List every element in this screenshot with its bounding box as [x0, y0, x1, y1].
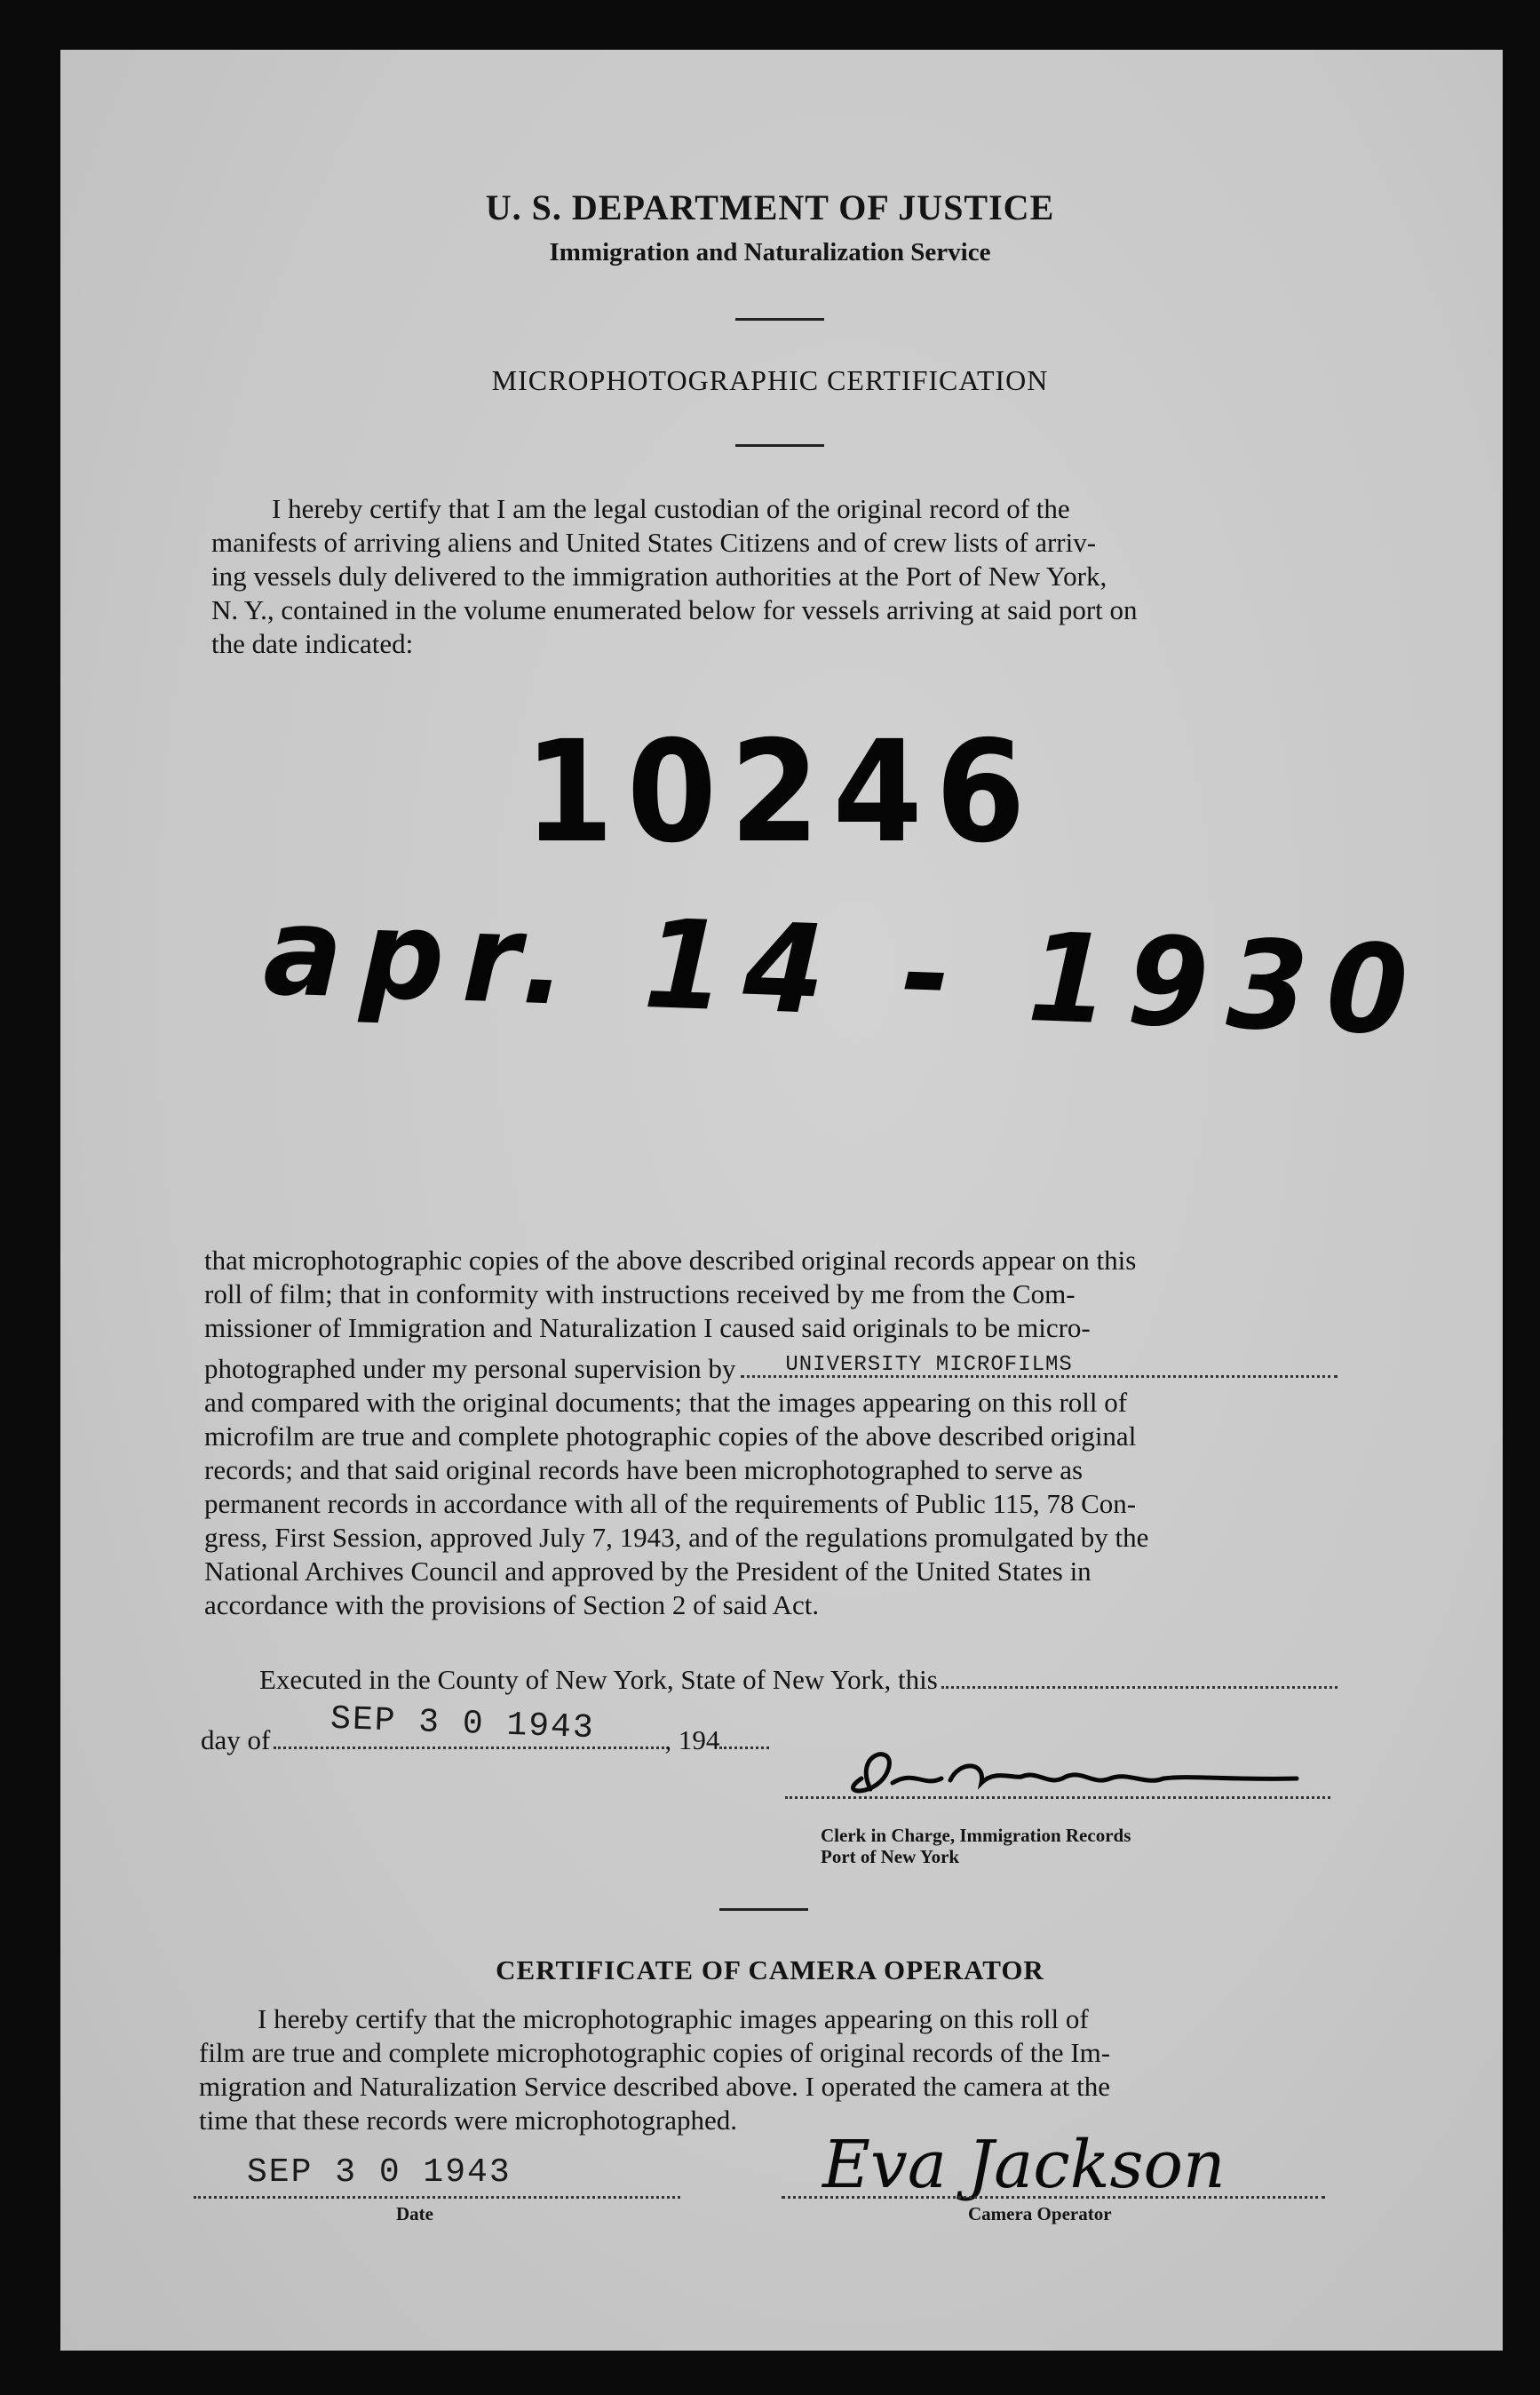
service-subtitle: Immigration and Naturalization Service	[549, 238, 991, 267]
text-line: ing vessels duly delivered to the immigration authorities at the Port of New York,	[211, 561, 1107, 592]
certification-heading: MICROPHOTOGRAPHIC CERTIFICATION	[491, 364, 1049, 396]
executed-text: Executed in the County of New York, State of New York, this	[259, 1664, 938, 1695]
department-title: U. S. DEPARTMENT OF JUSTICE	[485, 187, 1055, 227]
divider	[719, 1908, 808, 1911]
year-blank	[719, 1723, 769, 1749]
operator-signature	[817, 2118, 1297, 2216]
intro-paragraph	[211, 492, 1345, 661]
clerk-title: Clerk in Charge, Immigration Records	[821, 1825, 1131, 1846]
handwritten-roll-number: 10246	[524, 711, 1039, 874]
text-line: film are true and complete microphotographic copies of original records of the Im-	[199, 2037, 1111, 2068]
supervision-line	[204, 1350, 1338, 1386]
supervision-prefix: photographed under my personal supervision by	[204, 1353, 736, 1384]
text-line: I hereby certify that I am the legal custodian of the original record of the	[272, 493, 1070, 524]
day-of-label: day of	[201, 1724, 271, 1755]
body-paragraph	[204, 1244, 1338, 1622]
operator-label: Camera Operator	[968, 2203, 1112, 2224]
text-line: the date indicated:	[211, 628, 414, 659]
executed-blank	[941, 1663, 1338, 1689]
text-line: microfilm are true and complete photographic copies of the above described original	[204, 1420, 1137, 1452]
typed-microfilm-company: UNIVERSITY MICROFILMS	[785, 1353, 1073, 1377]
text-line: N. Y., contained in the volume enumerated below for vessels arriving at said port on	[211, 594, 1138, 625]
text-line: National Archives Council and approved by the President of the United States in	[204, 1556, 1091, 1587]
day-of-line	[201, 1699, 805, 1757]
text-line: manifests of arriving aliens and United States Citizens and of crew lists of arriv-	[211, 527, 1097, 558]
stamped-execution-date: SEP 3 0 1943	[329, 1699, 596, 1748]
day-of-blank	[274, 1699, 664, 1749]
text-line: missioner of Immigration and Naturalization I caused said originals to be micro-	[204, 1312, 1091, 1343]
text-line: roll of film; that in conformity with instructions received by me from the Com-	[204, 1278, 1076, 1309]
year-prefix: , 194	[664, 1724, 720, 1755]
handwritten-arrival-date: apr. 14 - 1930	[261, 879, 1429, 1063]
text-line: that microphotographic copies of the above described original records appear on this	[204, 1245, 1137, 1276]
text-line: gress, First Session, approved July 7, 1943, and of the regulations promulgated by the	[204, 1522, 1149, 1553]
clerk-port: Port of New York	[821, 1846, 960, 1867]
operator-signature-text: Eva Jackson	[822, 2127, 1226, 2203]
clerk-signature	[817, 1734, 1314, 1810]
date-label: Date	[396, 2203, 433, 2224]
text-line: records; and that said original records have been microphotographed to serve as	[204, 1454, 1084, 1485]
text-line: permanent records in accordance with all of the requirements of Public 115, 78 Con-	[204, 1488, 1137, 1519]
text-line: migration and Naturalization Service described above. I operated the camera at the	[199, 2071, 1110, 2102]
camera-certificate-heading: CERTIFICATE OF CAMERA OPERATOR	[496, 1954, 1044, 1985]
divider	[735, 444, 824, 447]
text-line: accordance with the provisions of Section 2 of said Act.	[204, 1589, 820, 1620]
date-line	[194, 2194, 680, 2199]
text-line: and compared with the original documents; that the images appearing on this roll of	[204, 1387, 1128, 1418]
text-line: I hereby certify that the microphotographic images appearing on this roll of	[258, 2003, 1089, 2034]
text-line: time that these records were microphotographed.	[199, 2105, 737, 2136]
supervision-blank	[741, 1350, 1338, 1378]
stamped-camera-date: SEP 3 0 1943	[247, 2153, 512, 2192]
operator-line	[782, 2194, 1325, 2199]
executed-line	[204, 1663, 1338, 1697]
clerk-signature-line	[785, 1794, 1330, 1799]
divider	[735, 318, 824, 321]
